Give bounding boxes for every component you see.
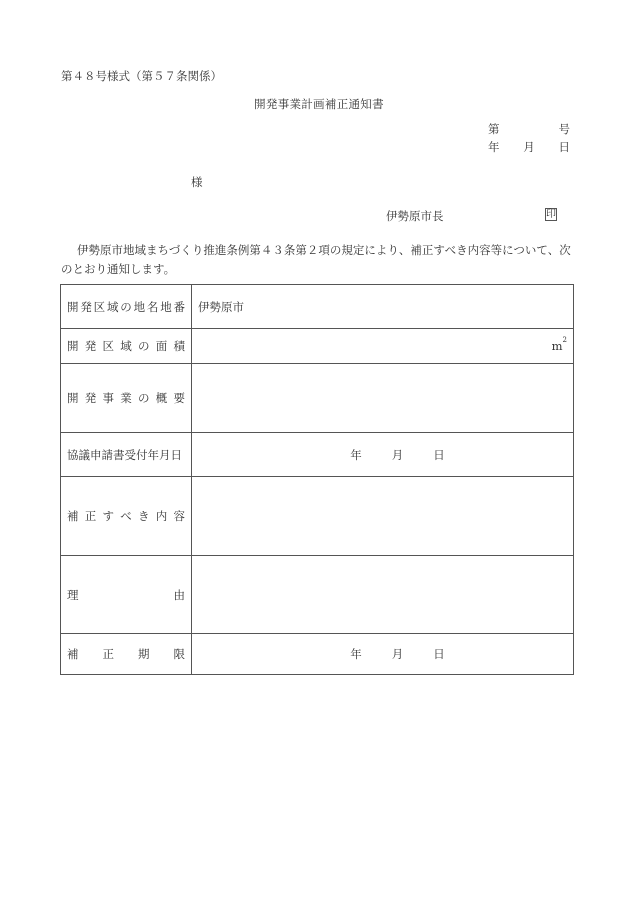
label-deadline: 補 正 期 限 bbox=[61, 634, 192, 675]
area-unit-exponent: 2 bbox=[562, 336, 567, 344]
form-number: 第４８号様式（第５７条関係） bbox=[61, 69, 222, 83]
year-label: 年 bbox=[350, 447, 362, 462]
table-row-correction-content bbox=[61, 477, 574, 556]
label-location: 開 発 区 域 の 地 名 地 番 bbox=[61, 285, 192, 329]
table-row-deadline bbox=[61, 634, 574, 675]
document-number-line bbox=[488, 121, 570, 137]
field-overview[interactable] bbox=[192, 364, 574, 433]
document-date-line bbox=[488, 139, 570, 155]
day-label: 日 bbox=[558, 140, 570, 154]
field-area[interactable] bbox=[192, 329, 574, 364]
table-row-area bbox=[61, 329, 574, 364]
sender-name: 伊勢原市長 bbox=[386, 209, 444, 223]
label-reason: 理 由 bbox=[61, 556, 192, 634]
number-suffix: 号 bbox=[558, 122, 570, 136]
label-overview: 開 発 事 業 の 概 要 bbox=[61, 364, 192, 433]
table-row-application-date bbox=[61, 433, 574, 477]
label-application-date: 協議申請書受付年月日 bbox=[61, 433, 192, 477]
table-row-reason bbox=[61, 556, 574, 634]
field-reason[interactable] bbox=[192, 556, 574, 634]
month-label: 月 bbox=[391, 447, 404, 462]
year-label: 年 bbox=[488, 140, 500, 154]
month-label: 月 bbox=[523, 140, 535, 154]
day-label: 日 bbox=[433, 447, 445, 462]
seal-icon: 印 bbox=[546, 209, 556, 220]
field-deadline[interactable] bbox=[192, 634, 574, 675]
area-unit: m bbox=[551, 339, 563, 353]
label-area: 開 発 区 域 の 面 積 bbox=[61, 329, 192, 364]
field-application-date[interactable] bbox=[192, 433, 574, 477]
field-correction-content[interactable] bbox=[192, 477, 574, 556]
day-label: 日 bbox=[433, 647, 445, 661]
number-prefix: 第 bbox=[488, 122, 500, 136]
notification-form-table bbox=[60, 284, 574, 675]
body-text: 伊勢原市地域まちづくり推進条例第４３条第２項の規定により、補正すべき内容等について、次のとおり通知します。 bbox=[61, 243, 571, 276]
field-location[interactable]: 伊勢原市 bbox=[192, 285, 574, 329]
table-row-overview bbox=[61, 364, 574, 433]
label-correction-content: 補 正 す べ き 内 容 bbox=[61, 477, 192, 556]
month-label: 月 bbox=[391, 647, 404, 661]
document-title: 開発事業計画補正通知書 bbox=[254, 97, 384, 111]
table-row-location bbox=[61, 285, 574, 329]
addressee-honorific: 様 bbox=[191, 175, 203, 189]
year-label: 年 bbox=[350, 647, 362, 661]
